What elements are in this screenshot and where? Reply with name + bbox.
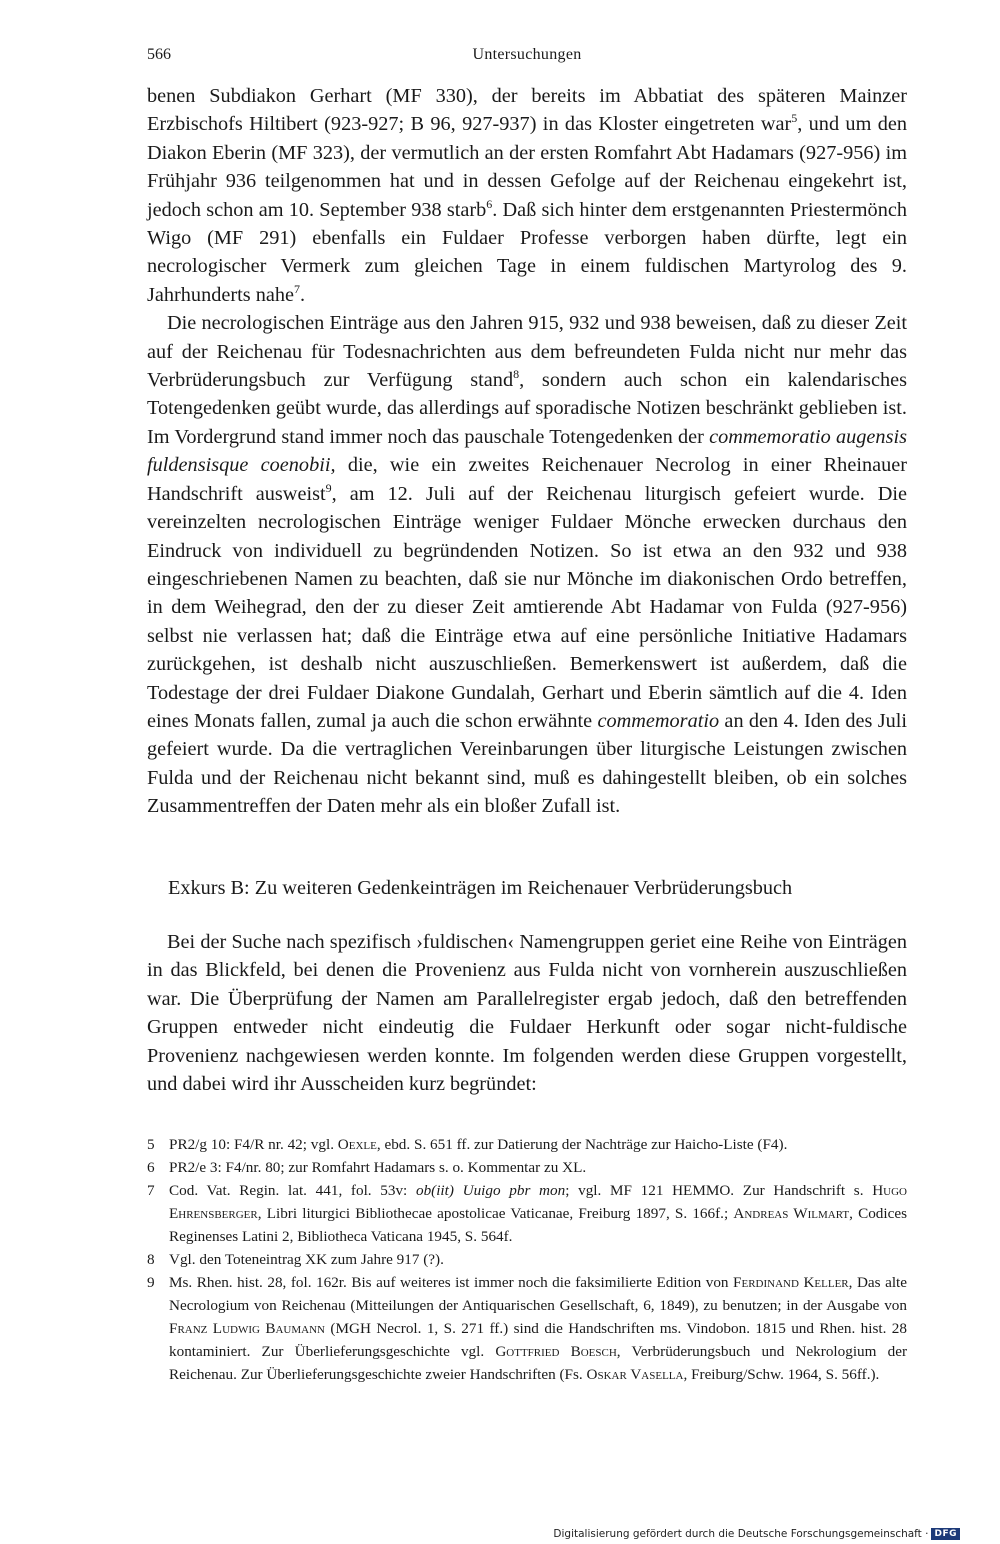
footnote-ref[interactable]: 6 — [486, 196, 493, 211]
footnote-8 — [147, 1248, 907, 1271]
footnote-number: 6 — [147, 1159, 155, 1176]
footnote-number: 9 — [147, 1274, 155, 1291]
text-run: . — [300, 283, 306, 306]
author-name: Oexle — [337, 1136, 377, 1153]
text-run: , Codices Reginenses Latini 2, Bibliotheca Vaticana 1945, S. 564f. — [169, 1205, 907, 1245]
text-run: Cod. Vat. Regin. lat. 441, fol. 53v: — [169, 1182, 416, 1199]
text-run: ; vgl. MF 121 HEMMO. Zur Handschrift s. — [565, 1182, 873, 1199]
text-run: , und um den Diakon Eberin (MF 323), der vermutlich an der ersten Romfahrt Abt Hadamars (927-956) im Frühjahr 936 teilgenommen hat und in dessen Gefolge auf der Reichenau eingekehrt ist, jedoch schon am 10. September 938 starb — [147, 113, 907, 221]
excursus-text — [147, 928, 907, 1098]
text-run: , am 12. Juli auf der Reichenau liturgisch gefeiert wurde. Die vereinzelten necrologischen Einträge weniger Fuldaer Mönche erwecken durchaus den Eindruck von individuell zu begründenden Notizen. So ist etwa an den 932 und 938 eingeschriebenen Namen zu beachten, daß sie nur Mönche im diakonischen Ordo betreffen, in dem Weihegrad, den der zu dieser Zeit amtierende Abt Hadamar von Fulda (927-956) selbst nie verlassen hat; daß die Einträge etwa auf eine persönliche Initiative Hadamars zurückgehen, ist deshalb nicht auszuschließen. Bemerkenswert ist außerdem, daß die Todestage der drei Fuldaer Diakone Gundalah, Gerhart und Eberin sämtlich auf die 4. Iden eines Monats fallen, zumal ja auch die schon erwähnte — [147, 482, 907, 732]
author-name: Ferdinand Keller — [733, 1274, 849, 1291]
footnote-ref[interactable]: 5 — [791, 111, 798, 126]
text-run: . Daß sich hinter dem erstgenannten Priestermönch Wigo (MF 291) ebenfalls ein Fuldaer Professe verborgen haben dürfte, legt ein necrologischer Vermerk zum gleichen Tage in einem fuldischen Martyrolog des 9. Jahrhunderts nahe — [147, 198, 907, 306]
paragraph: Bei der Suche nach spezifisch ›fuldischen‹ Namengruppen geriet eine Reihe von Einträgen in das Blickfeld, bei denen die Provenienz aus Fulda nicht von vornherein auszuschließen war. Die Überprüfung der Namen am Parallelregister ergab jedoch, daß den betreffenden Gruppen entweder nicht eindeutig die Fuldaer Herkunft oder sogar nicht-fuldische Provenienz nachgewiesen werden konnte. Im folgenden werden diese Gruppen vorgestellt, und dabei wird ihr Ausscheiden kurz begründet: — [147, 931, 907, 1096]
text-run: Ms. Rhen. hist. 28, fol. 162r. Bis auf weiteres ist immer noch die faksimilierte Edition von — [169, 1274, 734, 1291]
text-run: benen Subdiakon Gerhart (MF 330), der bereits im Abbatiat des späteren Mainzer Erzbischofs Hiltibert (923-927; B 96, 927-937) in das Kloster eingetreten war — [147, 85, 907, 136]
text-run: an den 4. Iden des Juli gefeiert wurde. Da die vertraglichen Vereinbarungen über liturgische Leistungen zwischen Fulda und der Reichenau nicht bekannt sind, muß es dahingestellt bleiben, ob ein solches Zusammentreffen der Daten mehr als ein bloßer Zufall ist. — [147, 709, 908, 818]
text-run: PR2/g 10: F4/R nr. 42; vgl. — [169, 1136, 338, 1153]
author-name: Oskar Vasella — [586, 1366, 684, 1383]
text-run: , Libri liturgici Bibliothecae apostolicae Vaticanae, Freiburg 1897, S. 166f.; — [257, 1205, 734, 1222]
page-number: 566 — [147, 46, 171, 63]
dfg-logo-icon: DFG — [931, 1528, 960, 1540]
footnote-7 — [147, 1179, 907, 1248]
footnote-ref[interactable]: 9 — [325, 480, 332, 495]
main-text — [147, 82, 907, 821]
italic-term: ob(iit) Uuigo pbr mon — [415, 1182, 566, 1199]
author-name: Andreas Wilmart — [733, 1205, 850, 1222]
text-run: die, wie ein zweites Reichenauer Necrolog in einer Rheinauer Handschrift ausweist — [147, 454, 907, 505]
text-run: PR2/e 3: F4/nr. 80; zur Romfahrt Hadamars s. o. Kommentar zu XL. — [169, 1159, 587, 1176]
text-run: , Verbrüderungsbuch und Nekrologium der Reichenau. Zur Überlieferungsgeschichte zweier Handschriften (Fs. — [169, 1343, 908, 1383]
paragraph — [147, 309, 907, 820]
page-header — [147, 46, 907, 70]
text-run: (MGH Necrol. 1, S. 271 ff.) sind die Handschriften ms. Vindobon. 1815 und Rhen. hist. 28 kontaminiert. Zur Überlieferungsgeschichte vgl. — [169, 1320, 907, 1360]
running-head: Untersuchungen — [472, 46, 582, 63]
author-name: Gottfried Boesch — [495, 1343, 617, 1360]
digitization-credit — [553, 1525, 960, 1543]
footnote-6 — [147, 1156, 907, 1179]
text-run: Die necrologischen Einträge aus den Jahren 915, 932 und 938 beweisen, daß zu dieser Zeit auf der Reichenau für Todesnachrichten aus dem befreundeten Fulda nicht nur mehr das Verbrüderungsbuch zur Verfügung stand — [147, 312, 907, 392]
text-run: , Das alte Necrologium von Reichenau (Mitteilungen der Antiquarischen Gesellschaft, 6, 1849), zu benutzen; in der Ausgabe von — [169, 1274, 908, 1314]
text-run: , Freiburg/Schw. 1964, S. 56ff.). — [683, 1366, 880, 1383]
section-heading: Exkurs B: Zu weiteren Gedenkeinträgen im Reichenauer Verbrüderungsbuch — [168, 877, 793, 899]
italic-term: commemoratio — [597, 709, 720, 732]
paragraph — [147, 82, 907, 309]
footnotes — [147, 1133, 907, 1386]
author-name: Franz Ludwig Baumann — [169, 1320, 325, 1337]
text-run: , sondern auch schon ein kalendarisches Totengedenken geübt wurde, das allerdings auf sporadische Notizen beschränkt geblieben ist. Im Vordergrund stand immer noch das pauschale Totengedenken der — [147, 369, 907, 448]
footnote-number: 5 — [147, 1136, 155, 1153]
text-run: , ebd. S. 651 ff. zur Datierung der Nachträge zur Haicho-Liste (F4). — [376, 1136, 788, 1153]
author-name: Hugo Ehrensberger — [169, 1182, 907, 1222]
credit-text: Digitalisierung gefördert durch die Deutsche Forschungsgemeinschaft · — [553, 1528, 929, 1540]
footnote-number: 8 — [147, 1251, 155, 1268]
footnote-number: 7 — [147, 1182, 155, 1199]
footnote-9 — [147, 1271, 907, 1386]
footnote-ref[interactable]: 7 — [294, 282, 300, 297]
italic-term: commemoratio augensis fuldensisque coenobii, — [147, 425, 907, 477]
text-run: Vgl. den Toteneintrag XK zum Jahre 917 (?). — [169, 1251, 444, 1268]
footnote-5 — [147, 1133, 907, 1156]
footnote-ref[interactable]: 8 — [513, 367, 520, 382]
